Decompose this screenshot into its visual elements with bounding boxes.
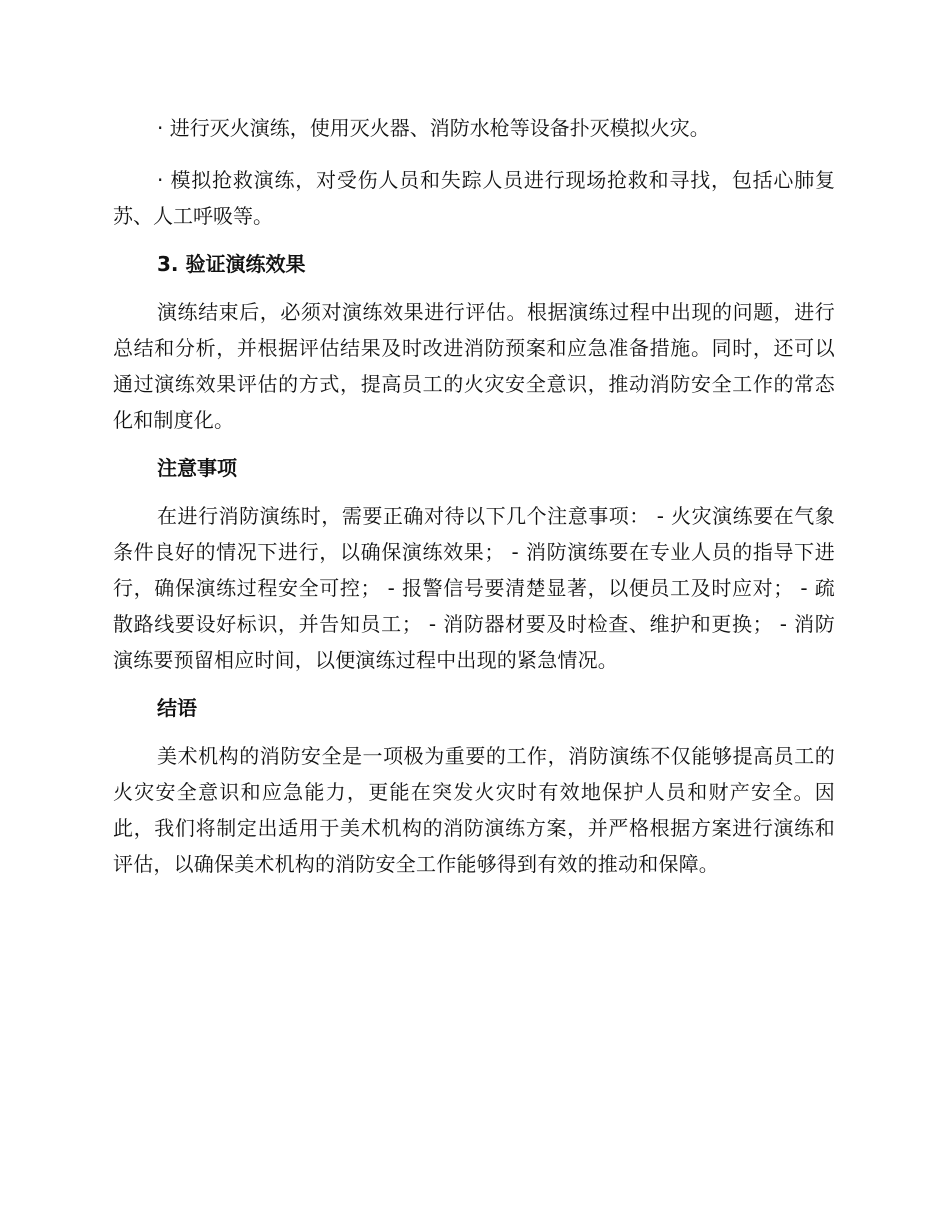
paragraph-conclusion: 美术机构的消防安全是一项极为重要的工作，消防演练不仅能够提高员工的火灾安全意识和应急能力，更能在突发火灾时有效地保护人员和财产安全。因此，我们将制定出适用于美术机构的消防演练方案，并严格根据方案进行演练和评估，以确保美术机构的消防安全工作能够得到有效的推动和保障。 [113, 744, 835, 876]
section-heading-notes: 注意事项 [157, 456, 237, 480]
section-heading-verify-effect: 3. 验证演练效果 [157, 252, 306, 276]
document-page [113, 110, 835, 892]
section-heading-conclusion: 结语 [157, 696, 197, 720]
paragraph-verify-effect: 演练结束后，必须对演练效果进行评估。根据演练过程中出现的问题，进行总结和分析，并根据评估结果及时改进消防预案和应急准备措施。同时，还可以通过演练效果评估的方式，提高员工的火灾安全意识，推动消防安全工作的常态化和制度化。 [113, 300, 835, 432]
paragraph-notes: 在进行消防演练时，需要正确对待以下几个注意事项： - 火灾演练要在气象条件良好的情况下进行，以确保演练效果； - 消防演练要在专业人员的指导下进行，确保演练过程安全可控； - 报警信号要清楚显著，以便员工及时应对； - 疏散路线要设好标识，并告知员工； - 消防器材要及时检查、维护和更换； - 消防演练要预留相应时间，以便演练过程中出现的紧急情况。 [113, 504, 835, 672]
bullet-rescue-drill: · 模拟抢救演练，对受伤人员和失踪人员进行现场抢救和寻找，包括心肺复苏、人工呼吸等。 [113, 168, 835, 228]
bullet-extinguish-drill: · 进行灭火演练，使用灭火器、消防水枪等设备扑灭模拟火灾。 [157, 116, 710, 140]
